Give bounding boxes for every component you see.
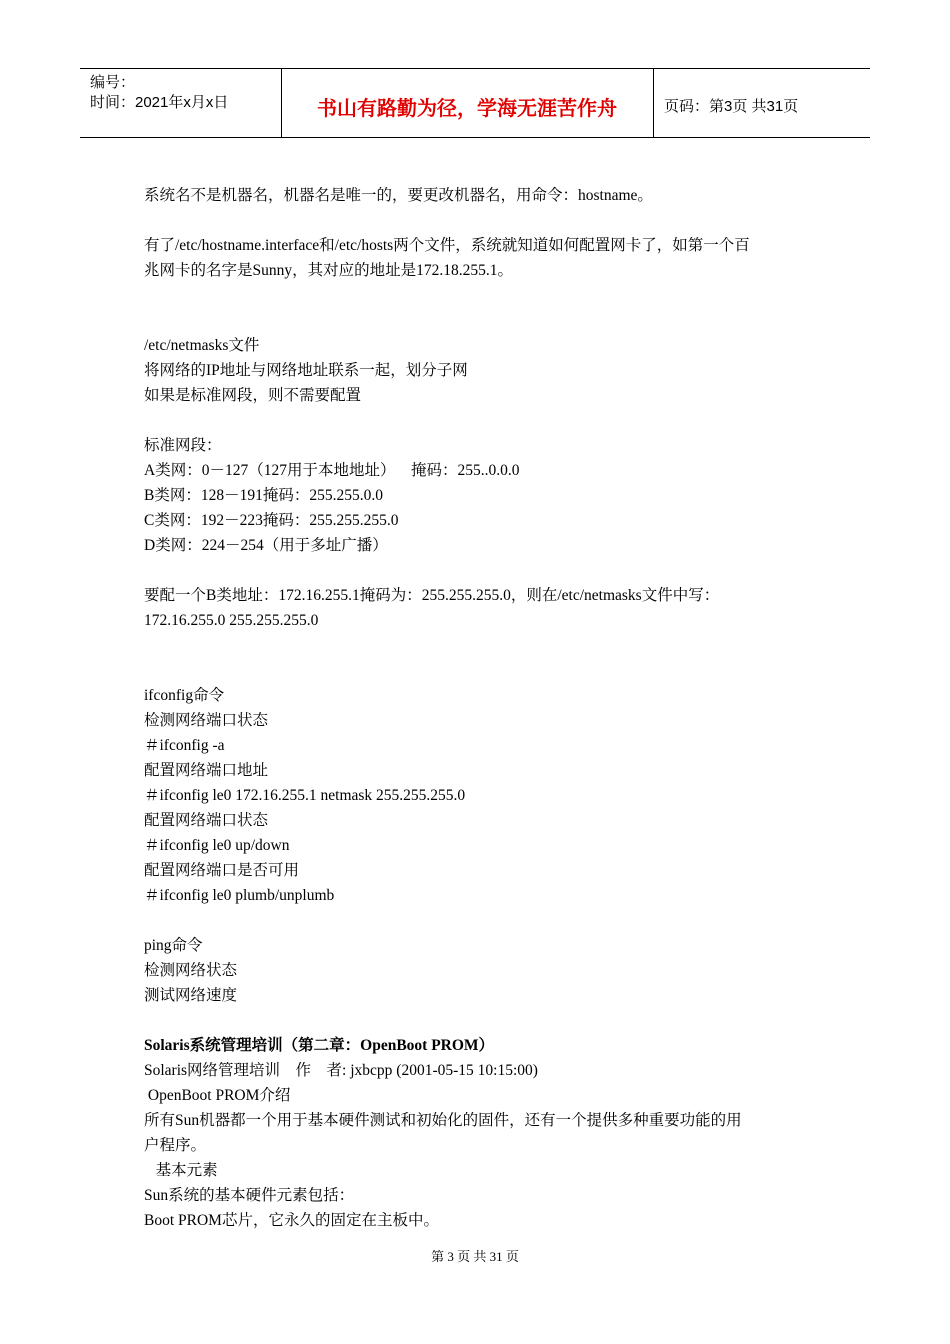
header-page-cell xyxy=(654,69,870,137)
paragraph: 有了/etc/hostname.interface和/etc/hosts两个文件，系统就知道如何配置网卡了，如第一个百 xyxy=(144,237,750,254)
document-date-label: 时间：2021年x月x日 xyxy=(90,94,229,111)
page-footer: 第 3 页 共 31 页 xyxy=(431,1249,519,1264)
paragraph: 户程序。 xyxy=(144,1137,207,1154)
network-class-a: A类网：0－127（127用于本地地址） 掩码：255..0.0.0 xyxy=(144,462,520,479)
paragraph: 测试网络速度 xyxy=(144,987,238,1004)
paragraph: 检测网络端口状态 xyxy=(144,712,269,729)
paragraph: 兆网卡的名字是Sunny，其对应的地址是172.18.255.1。 xyxy=(144,262,513,279)
paragraph: 系统名不是机器名，机器名是唯一的，要更改机器名，用命令：hostname。 xyxy=(144,187,653,204)
paragraph: 如果是标准网段，则不需要配置 xyxy=(144,387,362,404)
paragraph: Sun系统的基本硬件元素包括： xyxy=(144,1187,355,1204)
paragraph: 基本元素 xyxy=(144,1162,218,1179)
header-motto: 书山有路勤为径，学海无涯苦作舟 xyxy=(317,96,617,120)
section-heading: ping命令 xyxy=(144,937,203,954)
header-motto-cell xyxy=(281,69,654,137)
paragraph: 配置网络端口状态 xyxy=(144,812,269,829)
paragraph: 标准网段： xyxy=(144,437,222,454)
command-line: ＃ifconfig -a xyxy=(144,737,225,754)
paragraph: Boot PROM芯片，它永久的固定在主板中。 xyxy=(144,1212,439,1229)
command-line: ＃ifconfig le0 172.16.255.1 netmask 255.255.255.0 xyxy=(144,787,466,804)
network-class-c: C类网：192－223掩码：255.255.255.0 xyxy=(144,512,399,529)
byline: Solaris网络管理培训 作 者: jxbcpp (2001-05-15 10:15:00) xyxy=(144,1062,538,1079)
header-meta-cell xyxy=(80,69,282,137)
paragraph: 检测网络状态 xyxy=(144,962,238,979)
paragraph: 将网络的IP地址与网络地址联系一起，划分子网 xyxy=(144,362,468,379)
paragraph: OpenBoot PROM介绍 xyxy=(144,1087,291,1104)
section-heading: /etc/netmasks文件 xyxy=(144,337,260,354)
paragraph: 所有Sun机器都一个用于基本硬件测试和初始化的固件，还有一个提供多种重要功能的用 xyxy=(144,1112,742,1129)
paragraph: 要配一个B类地址：172.16.255.1掩码为：255.255.255.0，则在/etc/netmasks文件中写： xyxy=(144,587,720,604)
header-page-number: 页码：第3页 共31页 xyxy=(664,98,799,115)
paragraph: 配置网络端口是否可用 xyxy=(144,862,300,879)
page-header xyxy=(80,68,870,138)
paragraph: 172.16.255.0 255.255.255.0 xyxy=(144,612,319,629)
section-heading: ifconfig命令 xyxy=(144,687,225,704)
network-class-d: D类网：224－254（用于多址广播） xyxy=(144,537,388,554)
paragraph: 配置网络端口地址 xyxy=(144,762,269,779)
document-body xyxy=(144,183,824,1233)
network-class-b: B类网：128－191掩码：255.255.0.0 xyxy=(144,487,383,504)
command-line: ＃ifconfig le0 up/down xyxy=(144,837,290,854)
chapter-title: Solaris系统管理培训（第二章：OpenBoot PROM） xyxy=(144,1037,495,1054)
command-line: ＃ifconfig le0 plumb/unplumb xyxy=(144,887,335,904)
document-number-label: 编号： xyxy=(90,74,136,91)
